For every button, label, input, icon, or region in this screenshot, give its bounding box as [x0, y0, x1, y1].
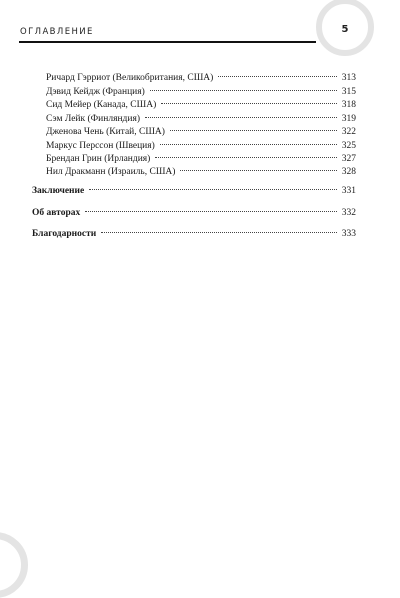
- toc-leader-dots: [155, 157, 336, 158]
- toc-entry: [46, 72, 356, 85]
- toc-chapter-title: Благодарности: [32, 229, 97, 239]
- toc-leader-dots: [89, 189, 337, 190]
- toc-entry-title: Дженова Чень (Китай, США): [46, 127, 165, 137]
- toc-chapter-entry: [32, 185, 356, 198]
- toc-leader-dots: [101, 232, 337, 233]
- toc-leader-dots: [218, 76, 336, 77]
- toc-entry-title: Маркус Перссон (Швеция): [46, 141, 155, 151]
- toc-leader-dots: [85, 211, 337, 212]
- toc-chapter-entry: [32, 228, 356, 241]
- toc-chapter-entry: [32, 207, 356, 220]
- toc-entry-page: 322: [341, 127, 356, 137]
- toc-entry-page: 319: [341, 114, 356, 124]
- toc-entry-title: Ричард Гэрриот (Великобритания, США): [46, 73, 214, 83]
- toc-leader-dots: [145, 117, 337, 118]
- toc-entry-page: 313: [341, 73, 356, 83]
- toc-entry-page: 318: [341, 100, 356, 110]
- toc-leader-dots: [150, 90, 337, 91]
- toc-entry: [46, 99, 356, 112]
- toc-chapter-page: 333: [341, 229, 356, 239]
- toc-entry-title: Сид Мейер (Канада, США): [46, 100, 157, 110]
- toc-entry-page: 328: [341, 167, 356, 177]
- toc-entry: [46, 153, 356, 166]
- toc-chapter-page: 331: [341, 186, 356, 196]
- toc-leader-dots: [180, 170, 336, 171]
- toc-entry: [46, 113, 356, 126]
- toc-entry-title: Сэм Лейк (Финляндия): [46, 114, 140, 124]
- toc-entry: [46, 166, 356, 179]
- toc-chapter-title: Заключение: [32, 186, 85, 196]
- toc-entry-page: 315: [341, 87, 356, 97]
- page-number: 5: [341, 24, 349, 35]
- toc-entry-title: Дэвид Кейдж (Франция): [46, 87, 145, 97]
- toc-entry: [46, 126, 356, 139]
- toc-entry: [46, 140, 356, 153]
- toc-chapter-title: Об авторах: [32, 208, 81, 218]
- toc-leader-dots: [160, 144, 337, 145]
- toc-leader-dots: [161, 103, 337, 104]
- toc-entry-page: 325: [341, 141, 356, 151]
- corner-decoration-ring: [0, 532, 28, 598]
- toc-entry: [46, 86, 356, 99]
- toc-entry-title: Брендан Грин (Ирландия): [46, 154, 151, 164]
- toc-chapter-page: 332: [341, 208, 356, 218]
- toc-entry-page: 327: [341, 154, 356, 164]
- toc-leader-dots: [170, 130, 337, 131]
- header-rule: [19, 41, 316, 43]
- toc-entry-title: Нил Дракманн (Израиль, США): [46, 167, 176, 177]
- running-header-title: ОГЛАВЛЕНИЕ: [20, 27, 94, 37]
